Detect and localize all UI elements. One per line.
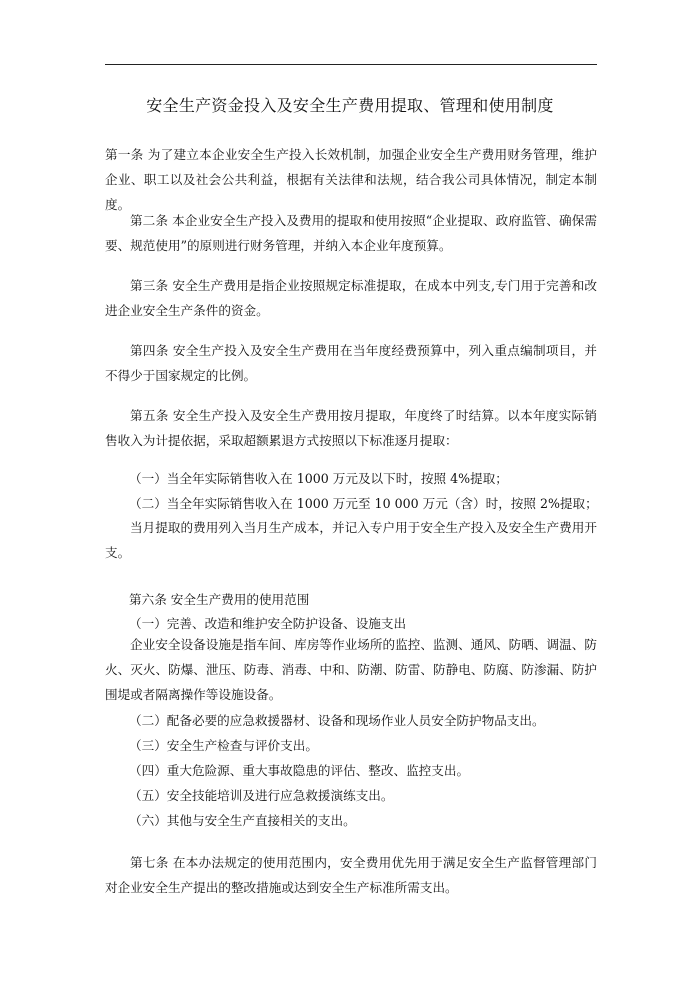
article-4: 第四条 安全生产投入及安全生产费用在当年度经费预算中，列入重点编制项目，并不得少于国家规定的比例。 bbox=[105, 343, 597, 383]
article-2: 第二条 本企业安全生产投入及费用的提取和使用按照“企业提取、政府监管、确保需要、规范使用”的原则进行财务管理，并纳入本企业年度预算。 bbox=[105, 213, 597, 253]
article-5-note: 当月提取的费用列入当月生产成本，并记入专户用于安全生产投入及安全生产费用开支。 bbox=[105, 520, 597, 560]
article-5-item-2: （二）当全年实际销售收入在 1000 万元至 10 000 万元（含）时，按照 2%提取； bbox=[129, 496, 598, 511]
article-6-item-3: （三）安全生产检查与评价支出。 bbox=[129, 738, 318, 753]
article-5: 第五条 安全生产投入及安全生产费用按月提取，年度终了时结算。以本年度实际销售收入为计提依据，采取超额累退方式按照以下标准逐月提取： bbox=[105, 408, 597, 448]
article-3: 第三条 安全生产费用是指企业按照规定标准提取，在成本中列支,专门用于完善和改进企业安全生产条件的资金。 bbox=[105, 278, 597, 318]
article-5-item-1: （一）当全年实际销售收入在 1000 万元及以下时，按照 4%提取； bbox=[129, 471, 508, 486]
article-1: 第一条 为了建立本企业安全生产投入长效机制，加强企业安全生产费用财务管理，维护企业、职工以及社会公共利益，根据有关法律和法规，结合我公司具体情况，制定本制度。 bbox=[105, 147, 597, 212]
article-6-heading: 第六条 安全生产费用的使用范围 bbox=[129, 592, 310, 607]
header-rule bbox=[105, 64, 597, 65]
article-6-item-5: （五）安全技能培训及进行应急救援演练支出。 bbox=[129, 788, 394, 803]
article-6-item-1: （一）完善、改造和维护安全防护设备、设施支出 bbox=[129, 616, 407, 631]
article-6-item-1-description: 企业安全设备设施是指车间、库房等作业场所的监控、监测、通风、防晒、调温、防火、灭火、防爆、泄压、防毒、消毒、中和、防潮、防雷、防静电、防腐、防渗漏、防护围堤或者隔离操作等设施设备。 bbox=[105, 637, 597, 702]
article-6-item-6: （六）其他与安全生产直接相关的支出。 bbox=[129, 813, 356, 828]
document-title: 安全生产资金投入及安全生产费用提取、管理和使用制度 bbox=[146, 96, 554, 115]
article-6-item-4: （四）重大危险源、重大事故隐患的评估、整改、监控支出。 bbox=[129, 763, 470, 778]
article-7: 第七条 在本办法规定的使用范围内，安全费用优先用于满足安全生产监督管理部门对企业安全生产提出的整改措施或达到安全生产标准所需支出。 bbox=[105, 855, 597, 895]
article-6-item-2: （二）配备必要的应急救援器材、设备和现场作业人员安全防护物品支出。 bbox=[129, 713, 545, 728]
